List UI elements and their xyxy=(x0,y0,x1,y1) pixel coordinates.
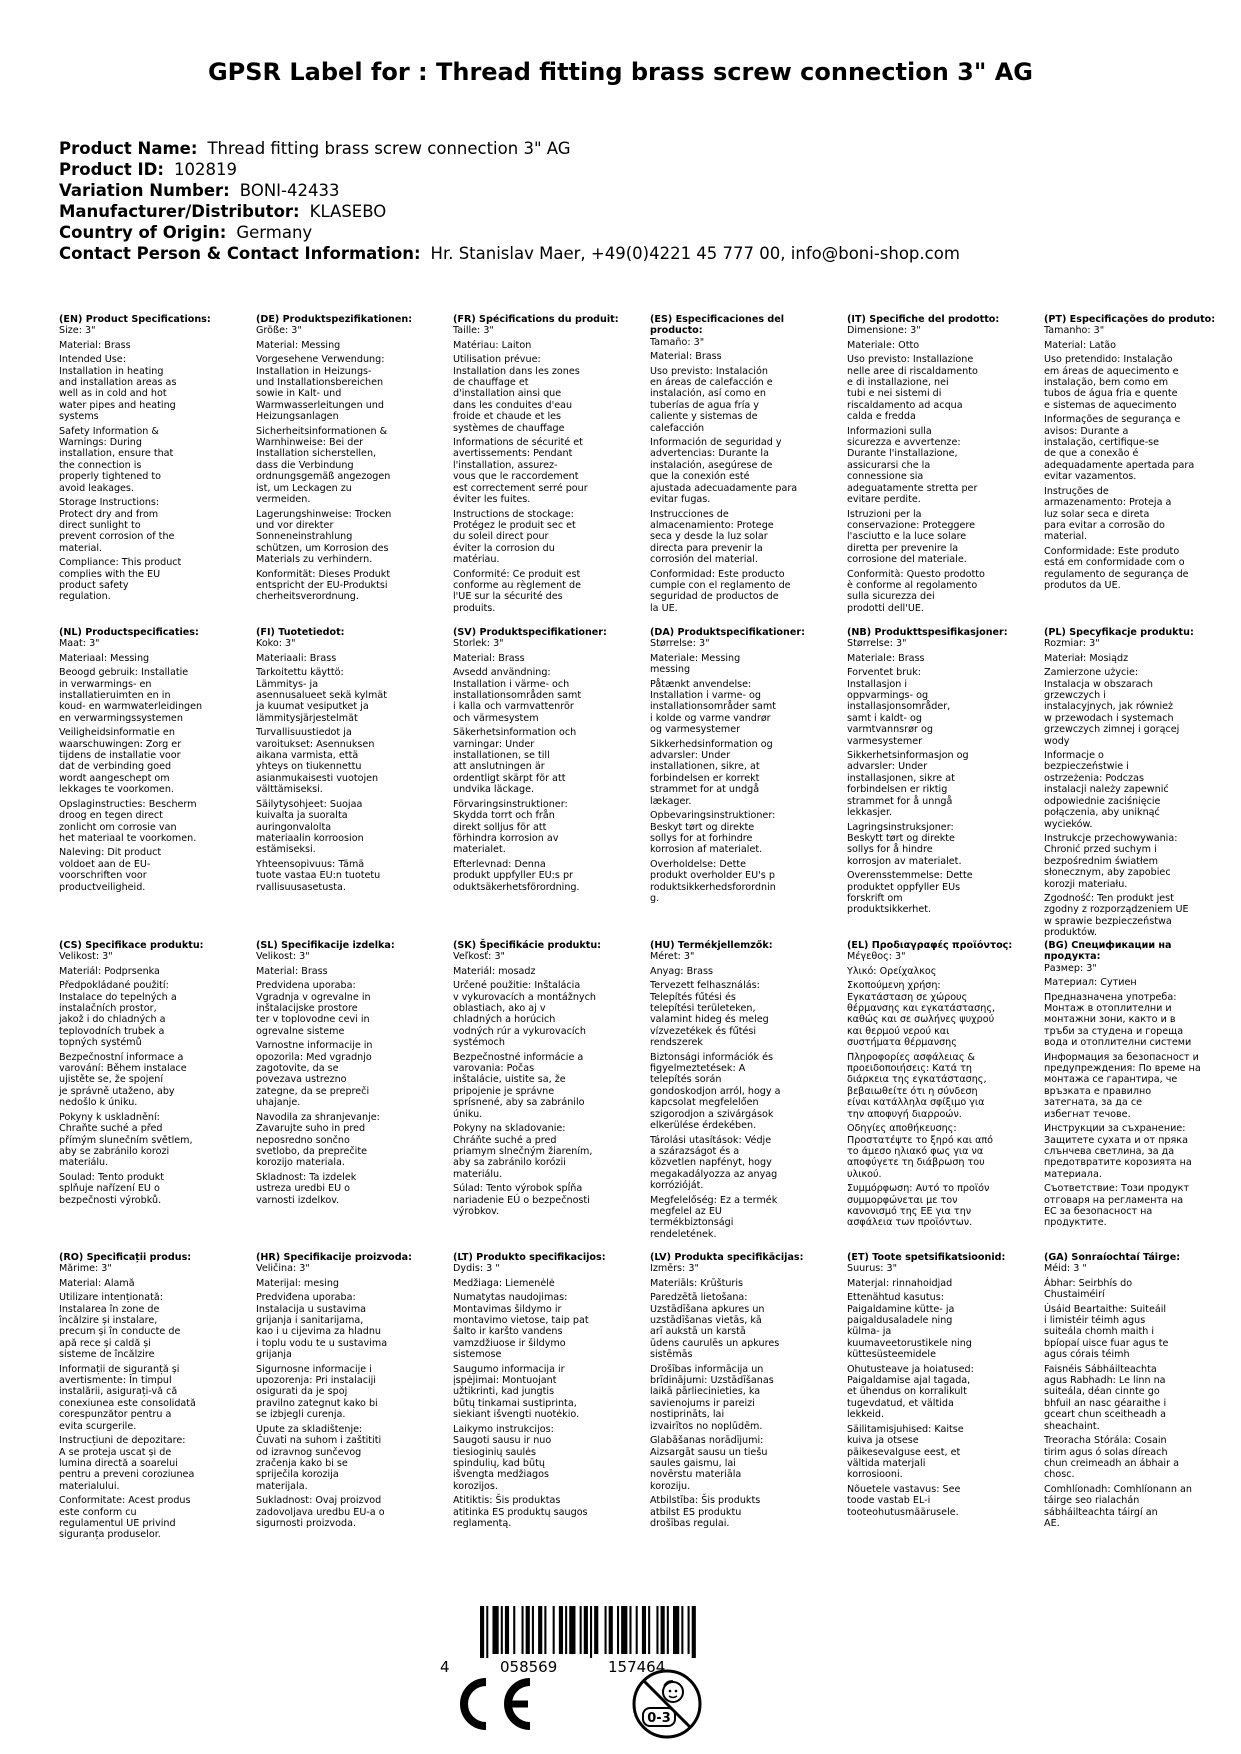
spec-paragraph: Informacje o bezpieczeństwie i ostrzeżenia: Podczas instalacji należy zapewnić odpowiednie zaciśnięcie połączenia, aby uniknąć wycieków. xyxy=(1044,750,1169,830)
barcode-bar xyxy=(565,1606,567,1654)
info-key: Variation Number: xyxy=(59,181,230,200)
barcode-bar xyxy=(544,1606,546,1654)
barcode-bar xyxy=(580,1606,582,1654)
spec-paragraph: Informazioni sulla sicurezza e avvertenze: Durante l'installazione, assicurarsi che la connessione sia adeguatamente stretta per evitare perdite. xyxy=(847,425,978,506)
spec-block xyxy=(1044,314,1224,591)
spec-paragraph: Storage Instructions: Protect dry and from direct sunlight to prevent corrosion of the material. xyxy=(59,497,175,554)
spec-block xyxy=(847,1252,1027,1518)
info-value: Germany xyxy=(236,223,313,242)
spec-size: Größe: 3" xyxy=(256,325,302,337)
info-value: Thread fitting brass screw connection 3" AG xyxy=(207,139,571,158)
spec-paragraph: Uso pretendido: Instalação em áreas de aquecimento e instalação, bem como em tubos de água fria e quente e sistemas de aquecimento xyxy=(1044,354,1179,411)
spec-size: Storlek: 3" xyxy=(453,638,504,650)
barcode-bar xyxy=(692,1606,696,1658)
spec-size: Størrelse: 3" xyxy=(650,638,710,650)
spec-heading: (NL) Productspecificaties: xyxy=(59,627,199,638)
spec-paragraph: Lagerungshinweise: Trocken und vor direkter Sonneneinstrahlung schützen, um Korrosion des Materials zu verhindern. xyxy=(256,508,392,566)
barcode-bar xyxy=(667,1606,669,1654)
ce-mark-icon xyxy=(456,1676,538,1732)
spec-material: Material: Brass xyxy=(453,652,525,664)
spec-paragraph: Utilizare intenționată: Instalarea în zone de încălzire și instalare, precum și în conducte de apă rece și caldă și sisteme de încălzire xyxy=(59,1292,181,1361)
spec-block xyxy=(453,314,633,614)
spec-paragraph: Saugumo informacija ir įspėjimai: Montuojant užtikrinti, kad jungtis būtų tinkamai sustiprinta, siekiant išvengti nuotėkio. xyxy=(453,1363,580,1421)
spec-paragraph: Инструкции за съхранение: Защитете сухата и от пряка слънчева светлина, за да предотвратите корозията на материала. xyxy=(1044,1123,1192,1180)
barcode-bar xyxy=(538,1606,542,1654)
spec-paragraph: Οδηγίες αποθήκευσης: Προστατέψτε το ξηρό και από το άμεσο ηλιακό φως για να αποφύγετε τη διάβρωση του υλικού. xyxy=(847,1123,994,1180)
spec-paragraph: Megfelelőség: Ez a termék megfelel az EU termékbiztonsági rendeletének. xyxy=(650,1194,778,1240)
spec-paragraph: Conformidad: Este producto cumple con el reglamento de seguridad de productos de la UE. xyxy=(650,568,791,614)
spec-paragraph: Treoracha Stórála: Cosain tirim agus ó solas díreach chun creimeadh an ábhair a chosc. xyxy=(1044,1435,1179,1481)
spec-paragraph: Avsedd användning: Installation i värme- och installationsområden samt i kalla och varmvattenrör och värmesystem xyxy=(453,667,582,724)
barcode-bar xyxy=(569,1606,575,1654)
spec-material: Anyag: Brass xyxy=(650,965,713,977)
barcode-bar xyxy=(553,1606,555,1654)
spec-material: Materjal: rinnahoidjad xyxy=(847,1277,953,1289)
spec-size: Velikost: 3" xyxy=(59,951,113,963)
spec-heading: (GA) Sonraíochtaí Táirge: xyxy=(1044,1252,1181,1263)
barcode-bar xyxy=(526,1606,530,1654)
spec-block xyxy=(847,314,1027,614)
spec-size: Dydis: 3 " xyxy=(453,1263,500,1275)
info-value: BONI-42433 xyxy=(239,181,340,200)
spec-size: Izmērs: 3" xyxy=(650,1263,699,1275)
barcode-bar xyxy=(648,1606,650,1654)
spec-paragraph: Pokyny k uskladnění: Chraňte suché a před přímým slunečním světlem, aby se zabránilo korozi materiálu. xyxy=(59,1111,193,1169)
barcode-bar xyxy=(486,1606,488,1658)
spec-material: Materiaali: Brass xyxy=(256,652,337,664)
spec-size: Størrelse: 3" xyxy=(847,638,907,650)
info-value: 102819 xyxy=(173,160,237,179)
info-value: Hr. Stanislav Maer, +49(0)4221 45 777 00, info@boni-shop.com xyxy=(430,244,960,263)
spec-block xyxy=(847,940,1027,1229)
spec-paragraph: Sukladnost: Ovaj proizvod zadovoljava uredbu EU-a o sigurnosti proizvoda. xyxy=(256,1495,385,1529)
spec-size: Veľkosť: 3" xyxy=(453,951,505,963)
spec-material: Ábhar: Seirbhís do Chustaiméirí xyxy=(1044,1277,1133,1301)
barcode-digit-first: 4 xyxy=(440,1658,450,1676)
spec-paragraph: Instruções de armazenamento: Proteja a luz solar seca e direta para evitar a corrosão do material. xyxy=(1044,485,1172,543)
spec-block xyxy=(650,940,830,1240)
barcode-bar xyxy=(505,1606,509,1654)
barcode-bar xyxy=(629,1606,631,1654)
spec-paragraph: Efterlevnad: Denna produkt uppfyller EU:s pr oduktsäkerhetsförordning. xyxy=(453,858,580,893)
barcode-bar xyxy=(642,1606,646,1654)
spec-material: Materiál: mosadz xyxy=(453,965,536,977)
barcode-bar xyxy=(688,1606,690,1654)
spec-block xyxy=(59,314,239,603)
barcode-bar xyxy=(522,1606,524,1654)
spec-heading: (IT) Specifiche del prodotto: xyxy=(847,314,1000,325)
spec-heading: (SV) Produktspecifikationer: xyxy=(453,627,607,638)
spec-heading: (NB) Produkttspesifikasjoner: xyxy=(847,627,1008,638)
spec-heading: (DA) Produktspecifikationer: xyxy=(650,627,805,638)
spec-paragraph: Varnostne informacije in opozorila: Med vgradnjo zagotovite, da se povezava ustrezno zategne, da se prepreči uhajanje. xyxy=(256,1040,373,1109)
info-row xyxy=(59,222,960,243)
spec-material: Material: Latão xyxy=(1044,339,1116,351)
spec-material: Materijal: mesing xyxy=(256,1277,340,1289)
spec-paragraph: Lagringsinstruksjoner: Beskytt tørt og direkte sollys for å hindre korrosjon av materialet. xyxy=(847,821,962,867)
info-row xyxy=(59,138,960,159)
spec-paragraph: Utilisation prévue: Installation dans les zones de chauffage et d'installation ainsi que dans les conduites d'eau froide et chaude et les systèmes de chauffage xyxy=(453,354,580,434)
spec-paragraph: Beoogd gebruik: Installatie in verwarmings- en installatieruimten en in koud- en warmwaterleidingen en verwarmingssystemen xyxy=(59,667,203,724)
spec-paragraph: Navodila za shranjevanje: Zavarujte suho in pred neposredno sončno svetlobo, da preprečite korozijo materiala. xyxy=(256,1111,380,1169)
spec-heading: (FR) Spécifications du produit: xyxy=(453,314,619,325)
spec-material: Material: Messing xyxy=(256,339,341,351)
barcode-bar xyxy=(621,1606,627,1654)
spec-material: Materiaal: Messing xyxy=(59,652,150,664)
spec-heading: (RO) Specificații produs: xyxy=(59,1252,192,1263)
spec-paragraph: Biztonsági információk és figyelmeztetések: A telepítés során gondoskodjon arról, hogy a kapcsolat megfelelően szigorodjon a szivárgások elkerülése érdekében. xyxy=(650,1051,781,1132)
spec-material: Medžiaga: Liemenėlė xyxy=(453,1277,555,1289)
barcode-bar xyxy=(590,1606,592,1658)
spec-paragraph: Предназначена употреба: Монтаж в отоплителни и монтажни зони, както и в тръби за студена и гореща вода и отоплителни системи xyxy=(1044,991,1192,1049)
spec-paragraph: Συμμόρφωση: Αυτό το προϊόν συμμορφώνεται με τον κανονισμό της ΕΕ για την ασφάλεια των προϊόντων. xyxy=(847,1183,990,1229)
spec-heading: (EL) Προδιαγραφές προϊόντος: xyxy=(847,940,1013,951)
spec-block xyxy=(650,1252,830,1529)
spec-paragraph: Instrukcje przechowywania: Chronić przed suchym i bezpośrednim światłem słonecznym, aby zapobiec korozji materiału. xyxy=(1044,832,1178,890)
spec-paragraph: Předpokládané použití: Instalace do tepelných a instalačních prostor, jakož i do chladných a teplovodních trubek a topných systémů xyxy=(59,980,177,1049)
spec-paragraph: Skladnost: Ta izdelek ustreza uredbi EU o varnosti izdelkov. xyxy=(256,1171,357,1206)
barcode-bar xyxy=(594,1606,598,1654)
spec-paragraph: Информация за безопасност и предупреждения: По време на монтажа се гарантира, че връзката е правилно затегната, за да се избегнат течове. xyxy=(1044,1051,1201,1120)
barcode-bar xyxy=(532,1606,534,1654)
spec-paragraph: Sikkerhedsinformation og advarsler: Under installationen, sikre, at forbindelsen er korrekt strammet for at undgå lækager. xyxy=(650,738,773,807)
spec-heading: (PL) Specyfikacje produktu: xyxy=(1044,627,1194,638)
spec-size: Taille: 3" xyxy=(453,325,494,337)
info-value: KLASEBO xyxy=(309,202,387,221)
spec-material: Материал: Сутиен xyxy=(1044,977,1137,989)
spec-block xyxy=(453,627,633,893)
barcode xyxy=(440,1606,720,1676)
spec-material: Matériau: Laiton xyxy=(453,339,532,351)
info-row xyxy=(59,201,960,222)
spec-size: Размер: 3" xyxy=(1044,962,1097,974)
spec-material: Materiale: Brass xyxy=(847,652,925,664)
spec-heading: (PT) Especificações do produto: xyxy=(1044,314,1216,325)
spec-block xyxy=(256,1252,436,1529)
barcode-digits-left: 058569 xyxy=(500,1658,558,1676)
spec-paragraph: Overholdelse: Dette produkt overholder EU's p roduktsikkerhedsforordnin g. xyxy=(650,858,776,904)
spec-block xyxy=(59,940,239,1206)
spec-paragraph: Forventet bruk: Installasjon i oppvarmings- og installasjonsområder, samt i kaldt- og varmtvannsrør og varmesystemer xyxy=(847,667,951,747)
spec-size: Suurus: 3" xyxy=(847,1263,898,1275)
spec-paragraph: Tarkoitettu käyttö: Lämmitys- ja asennusalueet sekä kylmät ja kuumat vesiputket ja lämmitysjärjestelmät xyxy=(256,667,388,724)
barcode-bar xyxy=(681,1606,683,1654)
spec-heading: (HU) Termékjellemzők: xyxy=(650,940,773,951)
spec-paragraph: Förvaringsinstruktioner: Skydda torrt och från direkt solljus för att förhindra korrosion av materialet. xyxy=(453,798,568,856)
spec-paragraph: Upute za skladištenje: Čuvati na suhom i zaštititi od izravnog sunčevog zračenja kako bi se spriječila korozija materijala. xyxy=(256,1423,382,1492)
spec-paragraph: Съответствие: Този продукт отговаря на регламента на ЕС за безопасност на продуктите. xyxy=(1044,1183,1190,1229)
spec-paragraph: Overensstemmelse: Dette produktet oppfyller EUs forskrift om produktsikkerhet. xyxy=(847,870,973,916)
barcode-bar xyxy=(656,1606,658,1654)
spec-heading: (HR) Specifikacije proizvoda: xyxy=(256,1252,412,1263)
spec-block xyxy=(453,1252,633,1529)
spec-paragraph: Σκοπούμενη χρήση: Εγκατάσταση σε χώρους θέρμανσης και εγκατάστασης, καθώς και σε σωλήνες ψυχρού και θερμού νερού και συστήματα θέρμανσης xyxy=(847,980,996,1049)
spec-heading: (CS) Specifikace produktu: xyxy=(59,940,204,951)
spec-paragraph: Pokyny na skladovanie: Chráňte suché a pred priamym slnečným žiarením, aby sa zabránilo korózii materiálu. xyxy=(453,1123,593,1180)
spec-paragraph: Instrucciones de almacenamiento: Protege seca y desde la luz solar directa para prevenir la corrosión del material. xyxy=(650,508,774,566)
spec-paragraph: Turvallisuustiedot ja varoitukset: Asennuksen aikana varmista, että yhteys on tiukennettu asianmukaisesti vuotojen välttämiseksi. xyxy=(256,727,379,796)
barcode-bar xyxy=(584,1606,588,1654)
spec-paragraph: Instructions de stockage: Protégez le produit sec et du soleil direct pour éviter la corrosion du matériau. xyxy=(453,508,576,566)
spec-size: Dimensione: 3" xyxy=(847,325,921,337)
spec-size: Veličina: 3" xyxy=(256,1263,310,1275)
barcode-bar xyxy=(559,1606,563,1654)
spec-paragraph: Informații de siguranță și avertismente: În timpul instalării, asigurați-vă că conexiunea este consolidată corespunzător pentru a evita scurgerile. xyxy=(59,1363,196,1432)
spec-size: Maat: 3" xyxy=(59,638,100,650)
spec-size: Méret: 3" xyxy=(650,951,695,963)
spec-material: Materiał: Mosiądz xyxy=(1044,652,1129,664)
spec-block xyxy=(256,314,436,603)
spec-paragraph: Opslaginstructies: Bescherm droog en tegen direct zonlicht om corrosie van het materiaal te voorkomen. xyxy=(59,798,197,844)
spec-size: Koko: 3" xyxy=(256,638,296,650)
spec-heading: (FI) Tuotetiedot: xyxy=(256,627,345,638)
barcode-bar xyxy=(501,1606,503,1654)
spec-size: Mărime: 3" xyxy=(59,1263,112,1275)
spec-heading: (EN) Product Specifications: xyxy=(59,314,211,325)
spec-paragraph: Uso previsto: Installazione nelle aree di riscaldamento e di installazione, nei tubi e nei sistemi di riscaldamento ad acqua calda e fredda xyxy=(847,354,978,423)
spec-paragraph: Naleving: Dit product voldoet aan de EU- voorschriften voor productveiligheid. xyxy=(59,847,162,893)
barcode-bar xyxy=(605,1606,607,1654)
spec-heading: (BG) Спецификации на продукта: xyxy=(1044,940,1172,963)
spec-paragraph: Conformidade: Este produto está em conformidade com o regulamento de segurança de produtos da UE. xyxy=(1044,545,1189,591)
spec-paragraph: Určené použitie: Inštalácia v vykurovacích a montážnych oblastiach, ako aj v chladných a horúcich vodných rúr a vykurovacích systémoch xyxy=(453,980,596,1049)
age-label: 0-3 xyxy=(647,1711,671,1726)
info-row xyxy=(59,243,960,264)
spec-block xyxy=(1044,1252,1224,1529)
info-row xyxy=(59,159,960,180)
spec-paragraph: Bezpečnostní informace a varování: Během instalace ujistěte se, že spojení je správně utaženo, aby nedošlo k úniku. xyxy=(59,1051,187,1109)
spec-paragraph: Informações de segurança e avisos: Durante a instalação, certifique-se de que a conexão é adequadamente apertada para evitar vazamentos. xyxy=(1044,414,1195,483)
spec-material: Materiale: Otto xyxy=(847,339,920,351)
spec-material: Materiāls: Krūšturis xyxy=(650,1277,744,1289)
barcode-bar xyxy=(492,1606,498,1654)
spec-block xyxy=(59,627,239,893)
spec-size: Tamaño: 3" xyxy=(650,336,705,348)
barcode-bar xyxy=(617,1606,619,1654)
spec-paragraph: Nõuetele vastavus: See toode vastab EL-i tooteohutusmäärusele. xyxy=(847,1483,961,1518)
spec-heading: (DE) Produktspezifikationen: xyxy=(256,314,413,325)
spec-paragraph: Súlad: Tento výrobok spĺňa nariadenie EÚ o bezpečnosti výrobkov. xyxy=(453,1183,590,1217)
info-key: Product Name: xyxy=(59,139,198,158)
spec-paragraph: Información de seguridad y advertencias: Durante la instalación, asegúrese de que la conexión esté ajustada adecuadamente para evitar fugas. xyxy=(650,437,798,506)
not-for-children-0-3-icon xyxy=(631,1668,703,1740)
product-info xyxy=(59,138,960,264)
spec-size: Tamanho: 3" xyxy=(1044,325,1105,337)
spec-paragraph: Predviđena uporaba: Instalacija u sustavima grijanja i sanitarijama, kao i u cijevima za hladnu i toplu vodu te u sustavima grijanja xyxy=(256,1292,388,1361)
barcode-bar xyxy=(513,1606,515,1654)
spec-paragraph: Numatytas naudojimas: Montavimas šildymo ir montavimo vietose, taip pat šalto ir karšto vandens vamzdžiuose ir šildymo sistemose xyxy=(453,1292,589,1361)
barcode-bar xyxy=(636,1606,638,1654)
spec-paragraph: Compliance: This product complies with the EU product safety regulation. xyxy=(59,557,182,603)
spec-heading: (LT) Produkto specifikacijos: xyxy=(453,1252,606,1263)
spec-paragraph: Atbilstība: Šis produkts atbilst ES produktu drošības regulai. xyxy=(650,1495,761,1529)
spec-size: Velikost: 3" xyxy=(256,951,310,963)
spec-paragraph: Soulad: Tento produkt splňuje nařízení EU o bezpečnosti výrobků. xyxy=(59,1171,165,1206)
spec-paragraph: Opbevaringsinstruktioner: Beskyt tørt og direkte sollys for at forhindre korrosion af materialet. xyxy=(650,810,776,856)
spec-block xyxy=(650,314,830,614)
spec-material: Material: Brass xyxy=(59,339,131,351)
spec-paragraph: Πληροφορίες ασφάλειας & προειδοποιήσεις: Κατά τη διάρκεια της εγκατάστασης, βεβαιωθείτε ότι η σύνδεση είναι κατάλληλα σφίξιμο για την αποφυγή διαρροών. xyxy=(847,1051,987,1120)
spec-size: Rozmiar: 3" xyxy=(1044,638,1100,650)
spec-heading: (LV) Produkta specifikācijas: xyxy=(650,1252,804,1263)
spec-heading: (SK) Špecifikácie produktu: xyxy=(453,940,602,951)
spec-paragraph: Zamierzone użycie: Instalacja w obszarach grzewczych i instalacyjnych, jak również w przewodach i systemach grzewczych zimnej i gorącej wody xyxy=(1044,667,1180,747)
spec-paragraph: Laikymo instrukcijos: Saugoti sausu ir nuo tiesioginių saulės spindulių, kad būtų išvengta medžiagos korozijos. xyxy=(453,1423,554,1492)
spec-paragraph: Conformità: Questo prodotto è conforme al regolamento sulla sicurezza dei prodotti dell'UE. xyxy=(847,568,985,614)
spec-material: Materiale: Messing messing xyxy=(650,652,741,676)
spec-paragraph: Predvidena uporaba: Vgradnja v ogrevalne in inštalacijske prostore ter v toplovodne cevi in ogrevalne sisteme xyxy=(256,980,371,1037)
spec-size: Méid: 3 " xyxy=(1044,1263,1087,1275)
spec-paragraph: Sicherheitsinformationen & Warnhinweise: Bei der Installation sicherstellen, dass die Verbindung ordnungsgemäß angezogen ist, um Leckagen zu vermeiden. xyxy=(256,425,391,506)
spec-block xyxy=(453,940,633,1217)
spec-paragraph: Säilytysohjeet: Suojaa kuivalta ja suoralta auringonvalolta materiaalin korroosion estämiseksi. xyxy=(256,798,364,856)
spec-paragraph: Safety Information & Warnings: During installation, ensure that the connection is properly tightened to avoid leakages. xyxy=(59,425,174,494)
spec-paragraph: Konformität: Dieses Produkt entspricht der EU-Produktsi cherheitsverordnung. xyxy=(256,568,391,603)
spec-material: Material: Brass xyxy=(650,351,722,363)
page-title: GPSR Label for : Thread fitting brass screw connection 3" AG xyxy=(207,58,1034,86)
spec-paragraph: Veiligheidsinformatie en waarschuwingen: Zorg er tijdens de installatie voor dat de verbinding goed wordt aangeschept om lekkages te voorkomen. xyxy=(59,727,182,796)
spec-paragraph: Uso previsto: Instalación en áreas de calefacción e instalación, así como en tuberías de agua fría y caliente y sistemas de calefacción xyxy=(650,365,773,434)
spec-paragraph: Informations de sécurité et avertissements: Pendant l'installation, assurez- vous que le raccordement est correctement serré pour éviter les fuites. xyxy=(453,437,588,506)
spec-paragraph: Säkerhetsinformation och varningar: Under installationen, se till att anslutningen är ordentligt skärpt för att undvika läckage. xyxy=(453,727,577,796)
spec-block xyxy=(1044,627,1224,939)
spec-paragraph: Conformitate: Acest produs este conform cu regulamentul UE privind siguranța produselor. xyxy=(59,1495,191,1541)
spec-paragraph: Úsáid Beartaithe: Suiteáil i limistéir téimh agus suiteála chomh maith i bpíopaí uisce fuar agus te agus córais téimh xyxy=(1044,1303,1169,1361)
spec-paragraph: Glabāšanas norādījumi: Aizsargāt sausu un tiešu saules gaismu, lai novērstu materiāla koroziju. xyxy=(650,1435,768,1492)
spec-paragraph: Tárolási utasítások: Védje a szárazságot és a közvetlen napfényt, hogy megakadályozza az anyag korrózióját. xyxy=(650,1134,778,1192)
spec-paragraph: Zgodność: Ten produkt jest zgodny z rozporządzeniem UE w sprawie bezpieczeństwa produktów. xyxy=(1044,892,1189,939)
spec-material: Υλικό: Ορείχαλκος xyxy=(847,965,937,977)
spec-block xyxy=(256,627,436,893)
spec-material: Materiál: Podprsenka xyxy=(59,965,160,977)
info-key: Contact Person & Contact Information: xyxy=(59,244,421,263)
spec-paragraph: Istruzioni per la conservazione: Proteggere l'asciutto e la luce solare diretta per prevenire la corrosione del materiale. xyxy=(847,508,976,566)
spec-paragraph: Ohutusteave ja hoiatused: Paigaldamise ajal tagada, et ühendus on korralikult tugevdatud, et vältida lekkeid. xyxy=(847,1363,974,1421)
barcode-digits-right: 157464 xyxy=(608,1658,666,1676)
barcode-bars xyxy=(480,1606,700,1658)
spec-block xyxy=(59,1252,239,1541)
spec-size: Size: 3" xyxy=(59,325,96,337)
spec-block xyxy=(847,627,1027,916)
spec-material: Material: Alamă xyxy=(59,1277,135,1289)
spec-size: Μέγεθος: 3" xyxy=(847,951,906,963)
info-row xyxy=(59,180,960,201)
spec-paragraph: Drošības informācija un brīdinājumi: Uzstādīšanas laikā pārliecinieties, ka savienojums ir pareizi nostiprināts, lai izvairītos no noplūdēm. xyxy=(650,1363,774,1432)
barcode-bar xyxy=(673,1606,679,1654)
info-key: Product ID: xyxy=(59,160,164,179)
spec-material: Material: Brass xyxy=(256,965,328,977)
spec-heading: (SL) Specifikacije izdelka: xyxy=(256,940,395,951)
spec-paragraph: Tervezett felhasználás: Telepítés fűtési és telepítési területeken, valamint hideg és meleg vízvezetékek és fűtési rendszerek xyxy=(650,980,769,1049)
spec-paragraph: Paredzētā lietošana: Uzstādīšana apkures un uzstādīšanas vietās, kā arī aukstā un karstā ūdens caurulēs un apkures sistēmās xyxy=(650,1292,780,1361)
barcode-bar xyxy=(480,1606,484,1658)
spec-paragraph: Sigurnosne informacije i upozorenja: Pri instalaciji osigurati da je spoj pravilno zategnut kako bi se izbjegli curenja. xyxy=(256,1363,378,1421)
spec-block xyxy=(1044,940,1224,1229)
spec-paragraph: Yhteensopivuus: Tämä tuote vastaa EU:n tuotetu rvallisuusasetusta. xyxy=(256,858,381,893)
spec-paragraph: Ettenähtud kasutus: Paigaldamine kütte- ja paigaldusaladele ning külma- ja kuumaveetorustikele ning küttesüsteemidele xyxy=(847,1292,972,1361)
spec-paragraph: Faisnéis Sábháilteachta agus Rabhadh: Le linn na suiteála, déan cinnte go bhfuil an nasc géaraithe i gceart chun sceitheadh a sheachaint. xyxy=(1044,1363,1167,1432)
spec-paragraph: Intended Use: Installation in heating and installation areas as well as in cold and hot water pipes and heating systems xyxy=(59,354,177,423)
spec-paragraph: Instrucțiuni de depozitare: A se proteja uscat și de lumina directă a soarelui pentru a preveni coroziunea materialului. xyxy=(59,1435,195,1492)
barcode-bar xyxy=(609,1606,613,1654)
spec-block xyxy=(256,940,436,1206)
spec-paragraph: Conformité: Ce produit est conforme au règlement de l'UE sur la sécurité des produits. xyxy=(453,568,581,614)
spec-heading: (ET) Toote spetsifikatsioonid: xyxy=(847,1252,1006,1263)
spec-paragraph: Vorgesehene Verwendung: Installation in Heizungs- und Installationsbereichen sowie in Kalt- und Warmwasserleitungen und Heizungsanlagen xyxy=(256,354,385,423)
info-key: Manufacturer/Distributor: xyxy=(59,202,300,221)
spec-paragraph: Comhlíonadh: Comhlíonann an táirge seo rialachán sábháilteachta táirgí an AE. xyxy=(1044,1483,1192,1529)
spec-block xyxy=(650,627,830,904)
barcode-bar xyxy=(661,1606,665,1654)
spec-paragraph: Bezpečnostné informácie a varovania: Počas inštalácie, uistite sa, že pripojenie je správne sprísnené, aby sa zabránilo úniku. xyxy=(453,1051,585,1120)
info-key: Country of Origin: xyxy=(59,223,227,242)
spec-paragraph: Atitiktis: Šis produktas atitinka ES produktų saugos reglamentą. xyxy=(453,1495,588,1529)
spec-paragraph: Påtænkt anvendelse: Installation i varme- og installationsområder samt i kolde og varme vandrør og varmesystemer xyxy=(650,678,776,736)
spec-heading: (ES) Especificaciones del producto: xyxy=(650,314,785,337)
spec-paragraph: Säilitamisjuhised: Kaitse kuiva ja otsese päikesevalguse eest, et vältida materjali korrosiooni. xyxy=(847,1423,964,1481)
spec-paragraph: Sikkerhetsinformasjon og advarsler: Under installasjonen, sikre at forbindelsen er riktig strammet for å unngå lekkasjer. xyxy=(847,750,969,819)
